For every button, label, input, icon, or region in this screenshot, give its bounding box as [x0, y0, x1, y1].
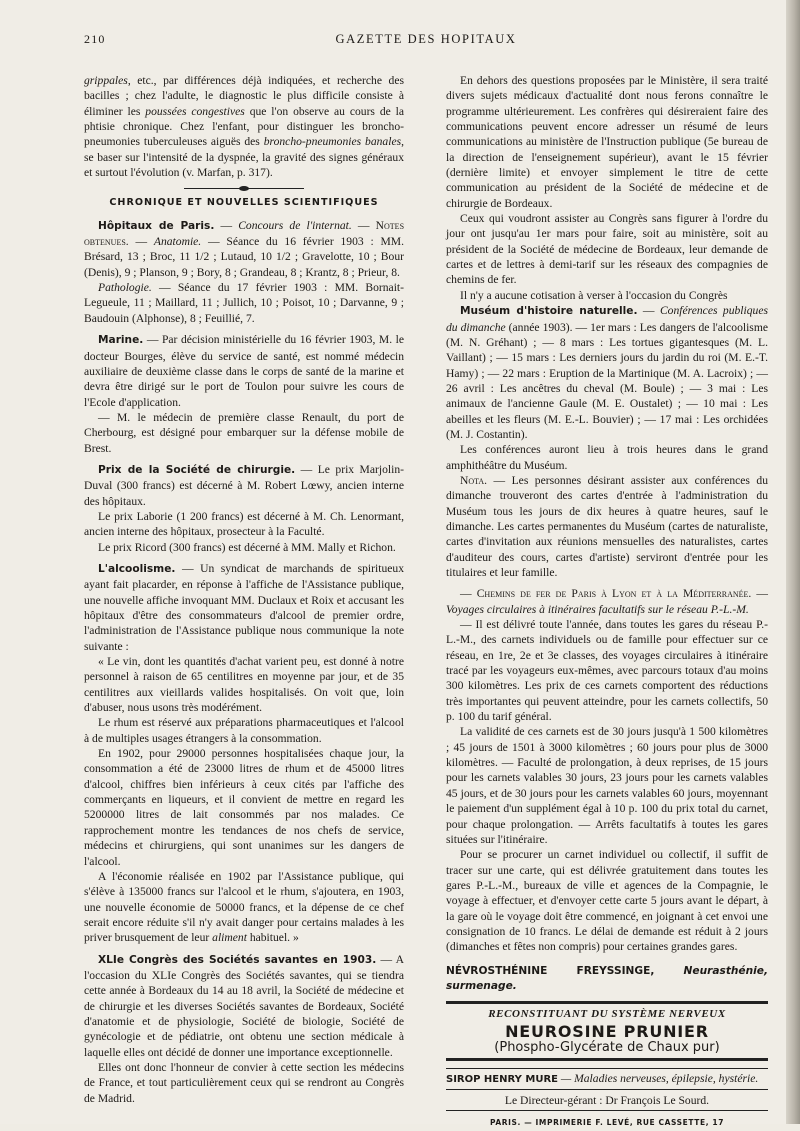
right-column [446, 73, 768, 1131]
article-paragraph [84, 540, 404, 555]
article-heading: Hôpitaux de Paris. [98, 219, 215, 232]
article-paragraph [446, 724, 768, 847]
intro-paragraph [84, 73, 404, 180]
text-run: Voyages circulaires à itinéraires facultatifs sur le réseau P.-L.-M. [446, 602, 749, 616]
text-run: — [460, 587, 477, 601]
director-line: Le Directeur-gérant : Dr François Le Sourd. [446, 1093, 768, 1111]
page-edge [786, 0, 800, 1124]
advert-brand: SIROP HENRY MURE [446, 1073, 558, 1085]
text-run: La validité de ces carnets est de 30 jours jusqu'à 1 500 kilomètres ; 45 jours de 1501 à 3000 kilomètres ; 60 jours pour plus de 3000 kilomètres. — Faculté de prolongation, à deux reprises, de 15 jours pour les carnets valables 30 jours, 23 jours pour les carnets valables 45 jours, et de 30 jours pour les carnets valables 60 jours, moyennant le paiement d'un supplément égal à 10 p. 100 du prix total du carnet, pour chaque prolongation. — Arrêts facultatifs à toutes les gares situées sur l'itinéraire. [446, 725, 768, 846]
text-run: En 1902, pour 29000 personnes hospitalisées chaque jour, la consommation a été de 23000 litres de rhum et de 45000 litres d'alcool, chiffres bien inférieurs à ceux cités par l'affiche des commerçants en liqueurs, et il convient de mettre en regard les 5200000 litres de lait consommés par nos malades. Ce rapprochement montre les tendances de nos chefs de service, médecins et chirurgiens, qui sont unanimes sur les dangers de l'alcool. [84, 747, 404, 868]
text-run: — Un syndicat de marchands de spiritueux ayant fait placarder, en réponse à l'affiche de l'Assistance publique, une nouvelle affiche invoquant MM. Duclaux et Roix et accusant les hôpitaux d'être des consommateurs d'alcool de premier ordre, l'administration de l'Assistance publique nous communique la note suivante : [84, 561, 404, 653]
article-paragraph [84, 952, 404, 1060]
text-run: aliment [212, 931, 247, 945]
article-paragraph [84, 280, 404, 326]
advert-subtitle: RECONSTITUANT DU SYSTÈME NERVEUX [488, 1008, 726, 1021]
article-heading: Muséum d'histoire naturelle. [460, 305, 638, 318]
text-run: poussées congestives [145, 104, 245, 118]
text-run: Il n'y a aucune cotisation à verser à l'occasion du Congrès [460, 288, 728, 302]
text-run: Conférences publiques du dimanche [446, 304, 768, 334]
printer-line: PARIS. — IMPRIMERIE F. LEVÉ, RUE CASSETTE, 17 [489, 1118, 725, 1128]
text-run: — Séance du 17 février 1903 : MM. Bornait-Legueule, 11 ; Maillard, 11 ; Jullich, 10 ; Poisot, 10 ; Darvanne, 9 ; Baudouin (Alphonse), 8 ; Feuillié, 7. [84, 281, 404, 325]
text-run: — Séance du 16 février 1903 : MM. Brésard, 13 ; Broc, 11 1/2 ; Lutaud, 10 1/2 ; Gravelotte, 10 ; Bour (Denis), 9 ; Planson, 9 ; Bory, 8 ; Grandeau, 8 ; Krantz, 8 ; Prieur, 8. [84, 235, 404, 279]
article-paragraph [84, 746, 404, 869]
text-run: Pour se procurer un carnet individuel ou collectif, il suffit de tracer sur une carte, qui est délivrée gratuitement dans toutes les gares P.-L.-M., bureaux de ville et agences de la Compagnie, le voyage à effectuer, et d'envoyer cette carte 5 jours avant le départ, à la gare où le voyage doit être commencé, en joignant à cet envoi une consignation de 10 francs. Le délai de demande est réduit à 2 jours (dimanches et fêtes non compris) pour certaines grandes gares. [446, 848, 768, 954]
left-articles [84, 218, 404, 1106]
advert-brand: NÉVROSTHÉNINE FREYSSINGE, [446, 964, 655, 977]
text-run: , etc., par différences déjà indiquées, et recherche des bacilles ; chez l'adulte, le diagnostic le plus difficile consiste à éliminer les [84, 74, 404, 118]
text-run: — A l'occasion du XLIe Congrès des Sociétés savantes, qui se tiendra cette année à Bordeaux du 14 au 18 avril, la Société de médecine et de chirurgie et les diverses Sociétés savantes de Bordeaux, Société d'anatomie et de physiologie, Société de biologie, Société de gynécologie et de pédiatrie, ont obtenu une section médicale à laquelle elles ont décidé de donner une importance exceptionnelle. [84, 952, 405, 1059]
text-run: — [214, 218, 239, 232]
article-heading: Marine. [98, 334, 144, 347]
section-title: CHRONIQUE ET NOUVELLES SCIENTIFIQUES [109, 197, 379, 209]
article-paragraph [446, 617, 768, 724]
text-run: broncho-pneumonies banales [263, 135, 402, 149]
text-run: A l'économie réalisée en 1902 par l'Assistance publique, qui s'élève à 135000 francs sur l'alcool et le rhum, s'ajoutera, en 1903, une nouvelle économie de 50000 francs, et la dépense de ce chef serait encore réduite s'il n'y avait danger pour certains malades à les priver brusquement de leur [84, 869, 404, 945]
text-run: habituel. » [246, 931, 299, 945]
article-paragraph [84, 869, 404, 946]
text-run: , se baser sur l'intensité de la dyspnée, la gravité des signes généraux et surtout l'évolution (v. Marfan, p. 317). [84, 135, 405, 180]
article-heading: XLIe Congrès des Sociétés savantes en 1903. [98, 953, 377, 966]
text-run: — Les personnes désirant assister aux conférences du dimanche trouveront des cartes d'entrée à l'administration du Muséum tous les jours de dix heures à quatre heures, sauf le dimanche. Les cartes permanentes du Muséum (cartes de naturaliste, cartes d'invitation aux réunions mensuelles des naturalistes, cartes d'auditeur des cours, cartes d'artiste) serviront d'entrée pour les titulaires et leur famille. [446, 473, 768, 579]
text-run: — Il est délivré toute l'année, dans toutes les gares du réseau P.-L.-M., des carnets individuels ou de famille pour effectuer sur ce réseau, en 1re, 2e et 3e classes, des voyages circulaires à itinéraire tracé par les voyageurs eux-mêmes, avec parcours totaux d'au moins 300 kilomètres. Les prix de ces carnets comportent des réductions très importantes qui peuvent atteindre, pour les carnets collectifs, 50 p. 100 du tarif général. [446, 618, 768, 724]
text-run: Le rhum est réservé aux préparations pharmaceutiques et l'alcool à de multiples usages étrangers à la consommation. [84, 716, 404, 745]
article-paragraph [446, 303, 768, 442]
article-paragraph [446, 473, 768, 580]
text-run: Les conférences auront lieu à trois heures dans le grand amphithéâtre du Muséum. [446, 443, 768, 472]
text-run: — [351, 218, 376, 232]
advert-tagline: Neurasthénie, surmenage. [446, 964, 768, 992]
text-run: — [128, 235, 154, 249]
advert-sirop [446, 1068, 768, 1090]
text-run: (année 1903). — 1er mars : Les dangers de l'alcoolisme (M. N. Gréhant) ; — 8 mars : Les tortues gigantesques (M. L. Vaillant) ; — 15 mars : Les derniers jours du jardin du roi (M. E.-T. Hamy) ; — 22 mars : Eruption de la Martinique (M. A. Lacroix) ; — 26 avril : Les ancêtres du cheval (M. Boule) ; — 3 mai : Les animaux de l'ancienne Gaule (M. E. Oustalet) ; — 10 mai : Les abeilles et les fleurs (M. E.-L. Bouvier) ; — 17 mai : Les orchidées (M. J. Costantin). [446, 320, 768, 441]
article-paragraph [84, 509, 404, 540]
advert-tagline: — Maladies nerveuses, épilepsie, hystérie. [560, 1071, 759, 1085]
article-paragraph [84, 332, 404, 410]
advert-nevrosthenine [446, 964, 768, 995]
article-paragraph [446, 288, 768, 303]
article-paragraph [84, 715, 404, 746]
ornament-rule [184, 188, 304, 189]
text-run: — Le prix Marjolin-Duval (300 francs) est décerné à M. Robert Lœwy, ancien interne des hôpitaux. [84, 462, 404, 508]
article-paragraph [84, 218, 404, 280]
text-run: Concours de l'internat. [238, 218, 352, 232]
article-paragraph [84, 410, 404, 456]
text-run: Le prix Ricord (300 francs) est décerné à MM. Mally et Richon. [98, 540, 396, 554]
text-run: — Par décision ministérielle du 16 février 1903, M. le docteur Bourges, élève du service de santé, est nommé médecin auxiliaire de deuxième classe dans le corps de santé de la marine et devra être dirigé sur le port de Toulon pour suivre les cours de l'Ecole d'application. [84, 333, 404, 409]
text-run: Notes obtenues. [84, 218, 405, 249]
left-column [84, 73, 404, 1106]
article-heading: Prix de la Société de chirurgie. [98, 463, 296, 476]
advert-product-name: NEUROSINE PRUNIER [505, 1021, 709, 1041]
text-run: « Le vin, dont les quantités d'achat varient peu, est donné à notre personnel à raison de 65 centilitres en moyenne par jour, et de 35 centilitres aux vieillards valides hospitalisés. On voit que, loin d'abuser, nous usons très modérément. [84, 655, 404, 715]
right-articles [446, 73, 768, 955]
advert-neurosine [446, 1001, 768, 1060]
page-number: 210 [84, 32, 106, 46]
article-paragraph [84, 654, 404, 715]
text-run: Anatomie. [153, 235, 202, 249]
text-run: Nota. [460, 473, 488, 487]
text-run: — M. le médecin de première classe Renault, du port de Cherbourg, est désigné pour embarquer sur la défense mobile de Brest. [84, 410, 404, 455]
article-paragraph [446, 442, 768, 473]
article-paragraph [84, 462, 404, 509]
journal-title: GAZETTE DES HOPITAUX [335, 32, 517, 46]
text-run: En dehors des questions proposées par le Ministère, il sera traité divers sujets médicaux d'actualité dont nous ferons connaître le programme ultérieurement. Les confrères qui désireraient faire des communications peuvent encore adresser un résumé de leurs communications au ministère de l'Instruction publique (5e bureau de la direction de l'enseignement supérieur), avant le 15 février (dernière limite) et envoyer simplement le titre de cette communication au président de la Société de médecine et de chirurgie de Bordeaux. [446, 74, 768, 210]
text-run: — [637, 304, 660, 318]
text-run: grippales [84, 74, 128, 87]
advert-description: (Phospho-Glycérate de Chaux pur) [494, 1039, 720, 1055]
text-run: Elles ont donc l'honneur de convier à cette section les médecins de France, et tout particulièrement ceux qui se rendront au Congrès de Madrid. [84, 1060, 404, 1105]
text-run: Pathologie. [98, 281, 152, 295]
article-paragraph [446, 586, 768, 617]
article-paragraph [84, 561, 404, 654]
article-paragraph [446, 211, 768, 288]
article-paragraph [446, 73, 768, 211]
text-run: Chemins de fer de Paris à Lyon et à la Méditerranée. [476, 587, 752, 601]
text-run: Ceux qui voudront assister au Congrès sans figurer à l'ordre du jour ont jusqu'au 1er mars pour faire, soit au ministère, soit au président de la Société de médecine de Bordeaux, leur demande de cartes et de lettres à demi-tarif sur les réseaux des compagnies de chemins de fer. [446, 212, 768, 287]
text-run: Le prix Laborie (1 200 francs) est décerné à M. Ch. Lenormant, ancien interne des hôpitaux, prosecteur à la Faculté. [84, 509, 404, 539]
article-paragraph [446, 847, 768, 954]
article-heading: L'alcoolisme. [98, 562, 176, 575]
text-run: — [751, 587, 768, 601]
article-paragraph [84, 1060, 404, 1106]
text-run: que l'on observe au cours de la phtisie chronique. Chez l'enfant, pour distinguer les broncho-pneumonies tuberculeuses aiguës des [84, 104, 405, 149]
